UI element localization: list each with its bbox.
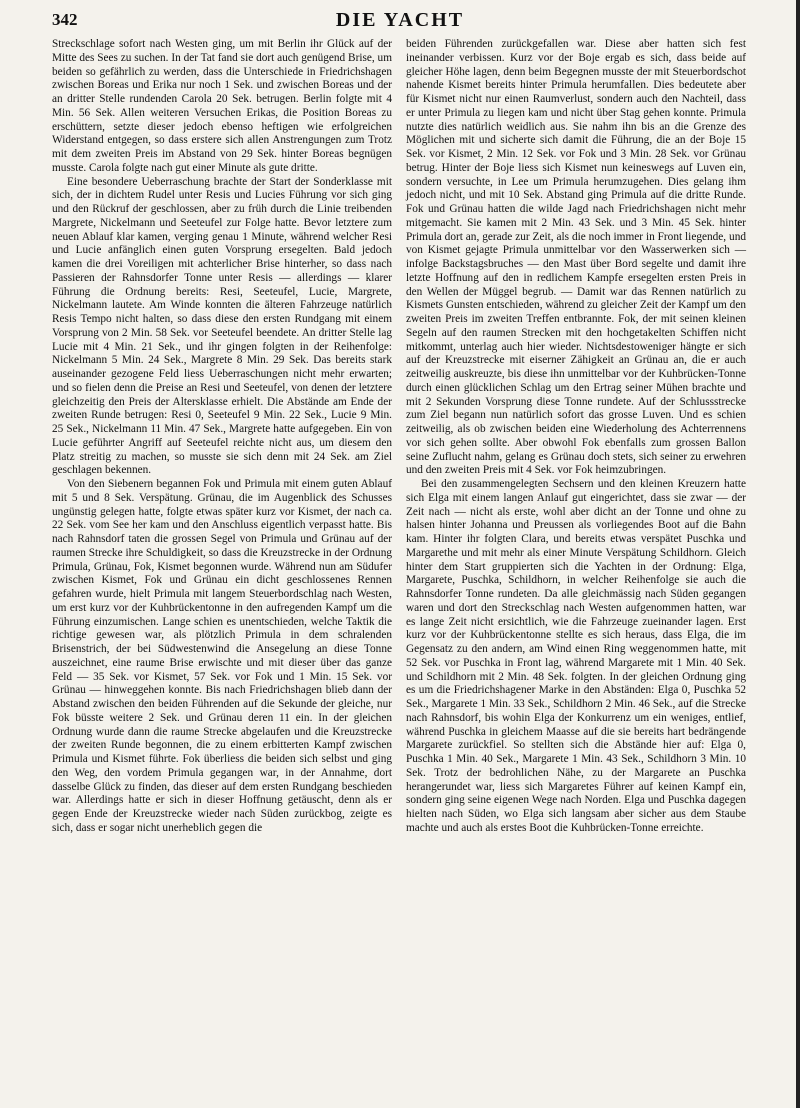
scan-edge: [796, 0, 800, 1108]
left-column: [52, 38, 392, 836]
paragraph: Eine besondere Ueberraschung brachte der Start der Sonderklasse mit sich, der in dichtem Rudel unter Resis und Lucies Führung vor sich ging und den Rückruf der geschlossen, aber zu früh durch die Linie treibenden Margrete, Nickelmann und Seeteufel zur Folge hatte. Bevor letztere zum neuen Ablauf klar kamen, verging genau 1 Minute, während welcher Resi und Lucie anfänglich einen guten Vorsprung ersegelten. Bald jedoch kamen die drei Voreiligen mit achterlicher Brise hinterher, so dass nach Passieren der Rahnsdorfer Tonne unter Resis — allerdings — klarer Führung die Ordnung bereits: Resi, Seeteufel, Lucie, Margrete, Nickelmann lautete. Am Winde konnten die älteren Fahrzeuge natürlich Resis Tempo nicht halten, so dass diese den ersten Rundgang mit einem Vorsprung von 2 Min. 58 Sek. vor Seeteufel beendete. An dritter Stelle lag Lucie mit 4 Min. 21 Sek., und ihr gingen folgten in der Reihenfolge: Nickelmann 5 Min. 24 Sek., Margrete 8 Min. 29 Sek. Das bereits stark auseinander gezogene Feld liess Ueberraschungen nicht mehr erwarten; und so fielen denn die Preise an Resi und Seeteufel, von denen der letztere gleichzeitig den Preis der Altersklasse erhielt. Die Abstände am Ende der zweiten Runde betrugen: Resi 0, Seeteufel 9 Min. 22 Sek., Lucie 9 Min. 25 Sek., Nickelmann 11 Min. 47 Sek., Margrete hatte aufgegeben. Ein von Lucie geführter Angriff auf Seeteufel reichte nicht aus, um diesem den Platz streitig zu machen, so musste sie sich denn mit 24 Sek. am Ziel geschlagen bekennen.: [52, 175, 392, 477]
paragraph: Streckschlage sofort nach Westen ging, um mit Berlin ihr Glück auf der Mitte des Sees zu suchen. In der Tat fand sie dort auch genügend Brise, um beiden so gefährlich zu werden, dass die Unterschiede in Friedrichshagen zwischen Boreas und Erika nur noch 1 Sek. und zwischen Boreas und der an dritter Stelle rundenden Carola 20 Sek. betrugen. Berlin folgte mit 4 Min. 56 Sek. Allen weiteren Versuchen Erikas, die Position Boreas zu erschüttern, setzte dieser jedoch ebenso heftigen wie erfolgreichen Widerstand entgegen, so dass erstere sich allen Anstrengungen zum Trotz mit dem zweiten Preis im Abstand von 29 Sek. hinter Boreas begnügen musste. Carola folgte nach gut einer Minute als gute dritte.: [52, 38, 392, 174]
paragraph: beiden Führenden zurückgefallen war. Diese aber hatten sich fest ineinander verbissen. Kurz vor der Boje ergab es sich, dass beide auf gleicher Höhe lagen, denn beim Begegnen musste der mit Steuerbordschot nahende Kismet bereits hinter Primula herumfallen. Dies bedeutete aber für Kismet nicht nur einen Raumverlust, sondern auch den Nachteil, dass er unter Primula zu liegen kam und nicht über Stag gehen konnte. Primula nutzte dies natürlich weidlich aus. Sie nahm ihn bis an die Grenze des Möglichen mit und sicherte sich damit die Führung, die an der Boje 15 Sek. vor Kismet, 2 Min. 12 Sek. vor Fok und 3 Min. 28 Sek. vor Grünau betrug. Hinter der Boje liess sich Kismet nun keineswegs auf Luven ein, sondern versuchte, in Lee um Primula herumzugehen. Dies gelang ihm jedoch nicht, und mit 10 Sek. Abstand ging Primula auf die dritte Runde. Fok und Grünau hatten die wilde Jagd nach Friedrichshagen nicht mehr mitgemacht. Sie kamen mit 2 Min. 43 Sek. und 3 Min. 45 Sek. hinter Primula dort an, gerade zur Zeit, als die noch immer in Front liegende, und von Kismet gejagte Primula unmittelbar vor den Wasserwerken sich — infolge Backstagsbruches — den Mast über Bord segelte und damit ihre letzte Hoffnung auf den in redlichem Kampfe ersegelten ersten Preis in den Wellen der Müggel begrub. — Damit war das Rennen natürlich zu Kismets Gunsten entschieden, während zu gleicher Zeit der Kampf um den zweiten Preis im zweiten Treffen entbrannte. Fok, der mit seinen kleinen Segeln auf den raumen Strecken mit den hochgetakelten Schiffen nicht mitkommt, unterlag auch hier wieder. Nichtsdestoweniger hängte er sich auf der Kreuzstrecke mit eiserner Zähigkeit an Grünau an, die er auch zeitweilig auskreuzte, bis diese ihn unmittelbar vor der Kuhbrücken-Tonne durch einen glücklichen Schlag um den Ertrag seiner Mühen brachte und mit 2 Sekunden Vorsprung diese Tonne rundete. Auf der Schlussstrecke zum Ziel begann nun natürlich sofort das grosse Luven. Und es schien zeitweilig, als ob zwischen beiden eine Wiederholung des Achterrennens vor sich gehen sollte. Aber obwohl Fok ebenfalls zum grossen Ballon seine Zuflucht nahm, gelang es Grünau doch stets, sich seiner zu erwehren und den zweiten Preis mit 4 Sek. vor Fok heimzubringen.: [406, 38, 746, 477]
page-header: [0, 0, 800, 40]
running-title: DIE YACHT: [335, 9, 465, 31]
page-number: 342: [52, 10, 78, 29]
paragraph: Von den Siebenern begannen Fok und Primula mit einem guten Ablauf mit 5 und 8 Sek. Verspätung. Grünau, die im Augenblick des Schusses ungünstig gelegen hatte, folgte etwas später kurz vor Kismet, der nach ca. 22 Sek. vom See her kam und den Anschluss eigentlich verpasst hatte. Bis nach Rahnsdorf taten die grossen Segel von Primula und Grünau auf der raumen Strecke ihre Schuldigkeit, so dass die Kreuzstrecke in der Ordnung Primula, Grünau, Fok, Kismet begonnen wurde. Während nun am Südufer zwischen Kismet, Fok und Grünau ein dicht geschlossenes Rennen gefahren wurde, hielt Primula mit langem Steuerbordschlag nach Westen, um erst kurz vor der Kuhbrückentonne in den aufregenden Kampf um die Führung einzumischen. Lange schien es unentschieden, welche Taktik die richtige gewesen war, als plötzlich Primula in dem schralenden Brisenstrich, der bei Südwestenwind die Ansegelung an diese Tonne auszeichnet, eine raume Brise erwischte und mit dieser über das ganze Feld — 35 Sek. vor Kismet, 57 Sek. vor Fok und 1 Min. 15 Sek. vor Grünau — hinweggehen konnte. Bis nach Friedrichshagen blieb dann der Abstand zwischen den beiden Führenden auf die Sekunde der gleiche, nur Fok büsste weitere 2 Sek. und Grünau deren 11 ein. In der gleichen Ordnung wurde dann die raume Strecke abgelaufen und die Kreuzstrecke der zweiten Runde begonnen, die zu einem erbitterten Kampf zwischen Primula und Kismet führte. Fok überliess die beiden sich selbst und ging den Weg, den vordem Primula gegangen war, in der Annahme, dort dasselbe Glück zu finden, das dieser auf dem ersten Rundgang beschieden war. Allerdings hatte er sich in dieser Hoffnung getäuscht, denn als er gegen Ende der Kreuzstrecke wieder nach Süden zurückbog, zeigte es sich, dass er sogar nicht unerheblich gegen die: [52, 478, 392, 834]
right-column: [406, 38, 746, 836]
paragraph: Bei den zusammengelegten Sechsern und den kleinen Kreuzern hatte sich Elga mit einem langen Anlauf gut eingerichtet, dass sie zwar — der Zeit nach — nicht als erste, wohl aber dicht an der Tonne und ohne zu halsen hinter Johanna und Preussen als vorliegendes Boot auf die Bahn kam. Hinter ihr folgten Clara, und bereits etwas verspätet Puschka und Margarethe und mit mehr als einer Minute Verspätung Schildhorn. Gleich hinter dem Start gruppierten sich die Yachten in der Ordnung: Elga, Margarete, Puschka, Schildhorn, in welcher Reihenfolge sie auch die Rahnsdorfer Tonne rundeten. Da alle gleichmässig nach Süden gegangen waren und dort den Streckschlag nach Westen aufgenommen hatten, war es lange Zeit nicht ersichtlich, wie die Fahrzeuge zueinander lagen. Erst kurz vor der Kuhbrückentonne stellte es sich heraus, dass Elga, die im Gegensatz zu den andern, am Wind einen Ring weggenommen hatte, mit 52 Sek. vor Puschka in Front lag, während Margarete mit 1 Min. 40 Sek. und Schildhorn mit 2 Min. 48 Sek. folgten. In der gleichen Ordnung ging es um die Friedrichshagener Marke in den Abständen: Elga 0, Puschka 52 Sek., Margarete 1 Min. 33 Sek., Schildhorn 2 Min. 46 Sek., auf die Strecke nach Rahnsdorf, bis wohin Elga der Konkurrenz um ein weniges, entlief, während Puschka in gleichem Maasse auf die sie bereits hart bedrängende Margarete zurückfiel. So stellten sich die Abstände hier auf: Elga 0, Puschka 1 Min. 40 Sek., Margarete 1 Min. 43 Sek., Schildhorn 3 Min. 10 Sek. Trotz der bedrohlichen Nähe, zu der Margarete an Puschka herangerundet war, liess sich Margaretes Führer auf keinen Kampf ein, sondern ging seine eigenen Wege nach Norden. Elga und Puschka dagegen hielten nach Süden, wo Elga sich langsam aber sicher aus dem Staube machte und auch als erstes Boot die Kuhbrücken-Tonne erreichte.: [406, 478, 746, 834]
